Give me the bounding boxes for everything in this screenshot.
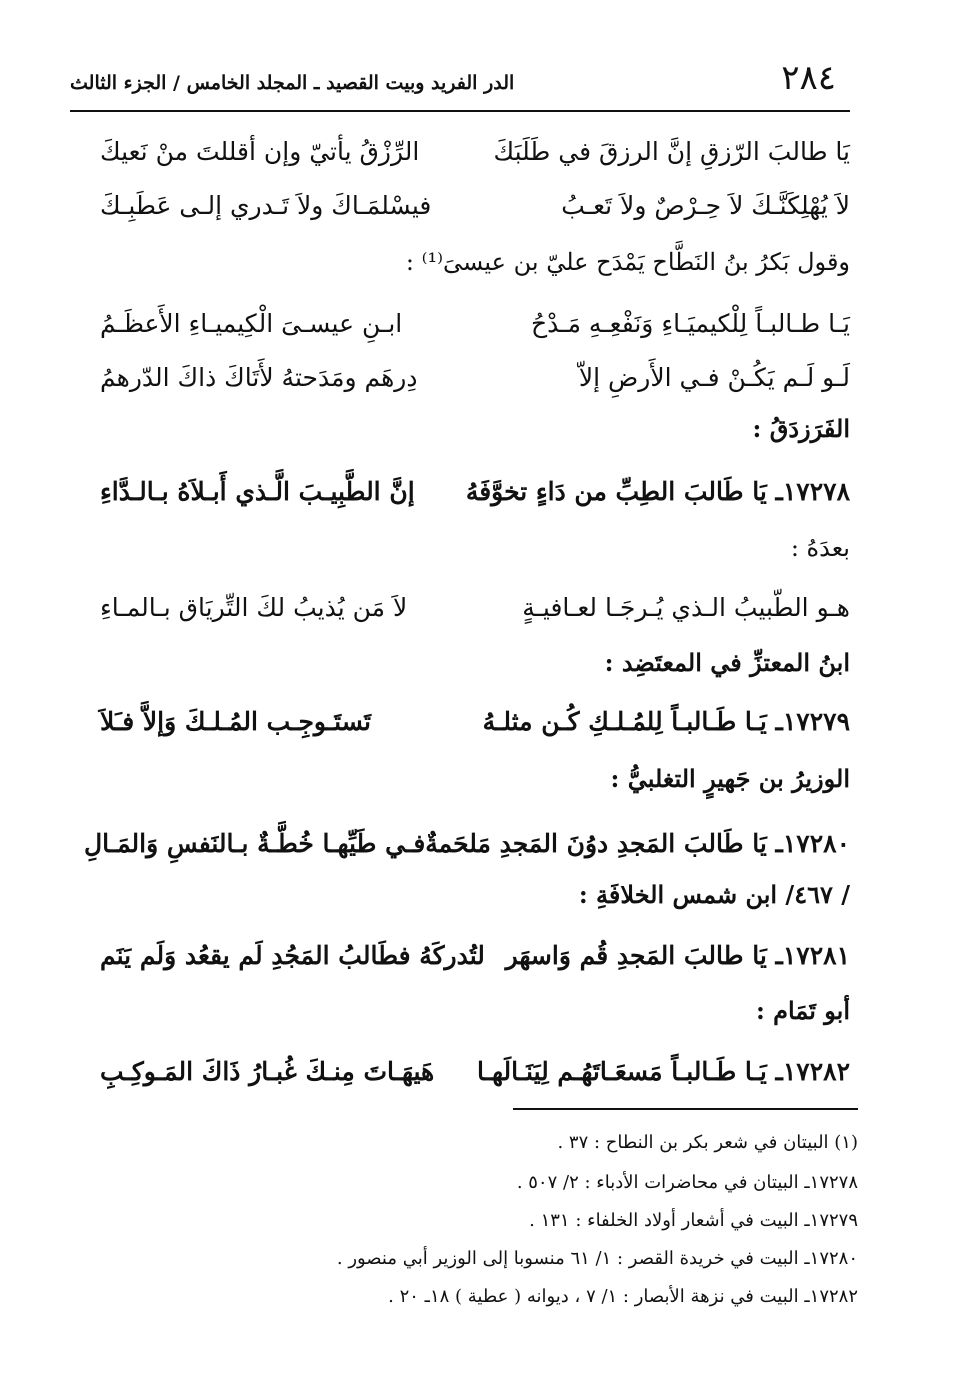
verse-line [100,180,850,230]
page-number: ٢٨٤ [781,58,836,98]
verse-second-hemistich: ابـنِ عيسـىَ الْكِيميـاءِ الأَعظَـمُ [100,308,403,338]
verse-second-hemistich: لتُدركَهُ فطَالبُ المَجُدِ لَم يقعُد وَلَم يَنَم [100,940,485,970]
poet-heading: الفَرَزدَقُ : [752,414,850,443]
verse-first-hemistich: لَـو لَـم يَكُـنْ فـي الأَرضِ إلاّ [578,362,850,392]
verse-first-hemistich: يَـا طـالبـاً لِلْكيميَـاءِ وَنَفْعِـهِ مَـدْحُ [530,308,850,338]
verse-line [100,126,850,176]
verse-line [100,352,850,402]
poet-heading: ابنُ المعتزِّ في المعتَضِد : [604,648,850,677]
verse-second-hemistich: فـي طَيِّهـا خُطَّـةٌ بـالنَفسِ وَالمَـالِ [83,828,426,858]
verse-second-hemistich: إنَّ الطَّبِيـبَ الَّـذي أَبـلاَهُ بـالـدَّاءِ [100,476,415,506]
verse-first-hemistich: ١٧٢٨٠ـ يَا طَالبَ المَجدِ دوُنَ المَجدِ مَلحَمةٌ [425,828,850,858]
verse-line [100,696,850,746]
footnote-divider [513,1108,858,1110]
verse-line [100,930,850,980]
footnote: ١٧٢٧٨ـ البيتان في محاضرات الأدباء : ٢/ ٥٠٧ . [516,1172,858,1193]
verse-line [100,1046,850,1096]
verse-line [100,466,850,516]
prose-line: وقول بَكرُ بنُ النَطَّاح يَمْدَح عليّ بن عيسىَ⁽¹⁾ : [405,248,850,276]
verse-line [100,298,850,348]
verse-line [100,582,850,632]
poet-heading: أبو تَمَام : [755,996,850,1025]
verse-second-hemistich: هَيهَـاتَ مِنـكَ غُبـارُ ذَاكَ المَـوكِـبِ [100,1056,435,1086]
verse-first-hemistich: ١٧٢٨١ـ يَا طالبَ المَجدِ قُم وَاسهَر [505,940,850,970]
verse-first-hemistich: ١٧٢٧٩ـ يَـا طَـالبـاً لِلمُـلـكِ كُـن مثلـهُ [482,706,850,736]
prose-line: بعدَهُ : [790,534,850,562]
verse-first-hemistich: ١٧٢٧٨ـ يَا طَالبَ الطِبِّ من دَاءٍ تخوَّفَهُ [465,476,850,506]
footnote: ١٧٢٧٩ـ البيت في أشعار أولاد الخلفاء : ١٣١ . [529,1210,858,1231]
verse-first-hemistich: لاَ يُهْلِكَنَّـكَ لاَ حِـرْصٌ ولاَ تَعـبُ [561,190,850,220]
verse-second-hemistich: الرِّزْقُ يأتيّ وإن أقللتَ منْ نَعيكَ [100,136,420,166]
verse-first-hemistich: يَا طالبَ الرّزقِ إنَّ الرزقَ في طَلَبَكَ [493,136,850,166]
poet-heading: / ٤٦٧/ ابن شمس الخلافَةِ : [578,880,850,909]
verse-first-hemistich: هـو الطّبيبُ الـذي يُـرجَـا لعـافيـةٍ [522,592,850,622]
verse-line [83,818,850,868]
verse-second-hemistich: تَستَـوجِـب المُـلـكَ وَإلاَّ فـَلاَ [100,706,371,736]
verse-second-hemistich: دِرهَم ومَدَحتهُ لأَتَاكَ ذاكَ الدّرهمُ [100,362,418,392]
header-divider [70,110,850,112]
footnote: (١) البيتان في شعر بكر بن النطاح : ٣٧ . [557,1132,858,1153]
verse-second-hemistich: فيسْلمَـاكَ ولاَ تَـدري إلـى عَطَبِـكَ [100,190,432,220]
footnote: ١٧٢٨٢ـ البيت في نزهة الأبصار : ١/ ٧ ، ديوانه ( عطية ) ١٨ـ ٢٠ . [388,1286,858,1307]
footnote: ١٧٢٨٠ـ البيت في خريدة القصر : ١/ ٦١ منسوبا إلى الوزير أبي منصور . [336,1248,858,1269]
running-title: الدر الفريد وبيت القصيد ـ المجلد الخامس / الجزء الثالث [70,72,515,94]
poet-heading: الوزيرُ بن جَهيرٍ التغلبيُّ : [610,764,850,793]
verse-first-hemistich: ١٧٢٨٢ـ يَـا طَـالبـاً مَسعَـاتَهُـم لِيَنَـالَهـا [477,1056,850,1086]
verse-second-hemistich: لاَ مَن يُذيبُ لكَ التِّريَاق بـالمـاءِ [100,592,408,622]
